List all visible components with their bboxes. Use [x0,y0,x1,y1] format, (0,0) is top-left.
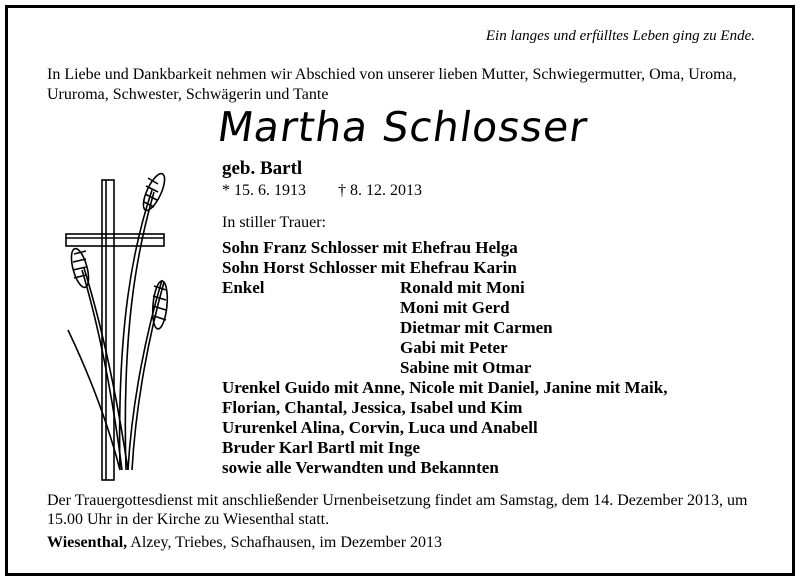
grandchildren-block [222,278,667,378]
grandchildren-names [400,278,553,378]
mourning-label: In stiller Trauer: [222,214,326,231]
grandchild-item: Sabine mit Otmar [400,358,532,377]
grandchild-item: Moni mit Gerd [400,298,510,317]
dates [222,182,422,200]
grandchild-item: Dietmar mit Carmen [400,318,553,337]
relatives-others: sowie alle Verwandten und Bekannten [222,458,499,477]
grandchild-item: Gabi mit Peter [400,338,508,357]
motto: Ein langes und erfülltes Leben ging zu Ende. [485,28,755,44]
place-bold: Wiesenthal, [47,534,128,551]
relative-brother: Bruder Karl Bartl mit Inge [222,438,420,457]
intro-text: In Liebe und Dankbarkeit nehmen wir Abschied von unserer lieben Mutter, Schwiegermutter, Oma, Uroma, Ururoma, Schwester, Schwägerin und Tante [47,66,737,103]
great-grandchildren-line-2: Florian, Chantal, Jessica, Isabel und Kim [222,398,523,417]
great-great-grandchildren: Ururenkel Alina, Corvin, Luca und Anabell [222,418,538,437]
birth-date: * 15. 6. 1913 [222,182,306,199]
great-grandchildren-line-1: Urenkel Guido mit Anne, Nicole mit Daniel, Janine mit Maik, [222,378,668,397]
place-date-line [47,534,442,552]
death-date: † 8. 12. 2013 [338,182,422,199]
grandchild-item: Ronald mit Moni [400,278,525,297]
grandchildren-label: Enkel [222,278,265,297]
relative-son-1: Sohn Franz Schlosser mit Ehefrau Helga [222,238,518,257]
birth-name: geb. Bartl [222,158,303,179]
relatives-list [222,238,667,478]
place-rest: Alzey, Triebes, Schafhausen, im Dezember 2013 [127,534,443,551]
relative-son-2: Sohn Horst Schlosser mit Ehefrau Karin [222,258,517,277]
deceased-name: Martha Schlosser [214,103,591,151]
cross-with-wheat-icon [62,170,182,490]
service-notice: Der Trauergottesdienst mit anschließender Urnenbeisetzung findet am Samstag, dem 14. Dezember 2013, um 15.00 Uhr in der Kirche zu Wiesenthal statt. [47,492,748,528]
